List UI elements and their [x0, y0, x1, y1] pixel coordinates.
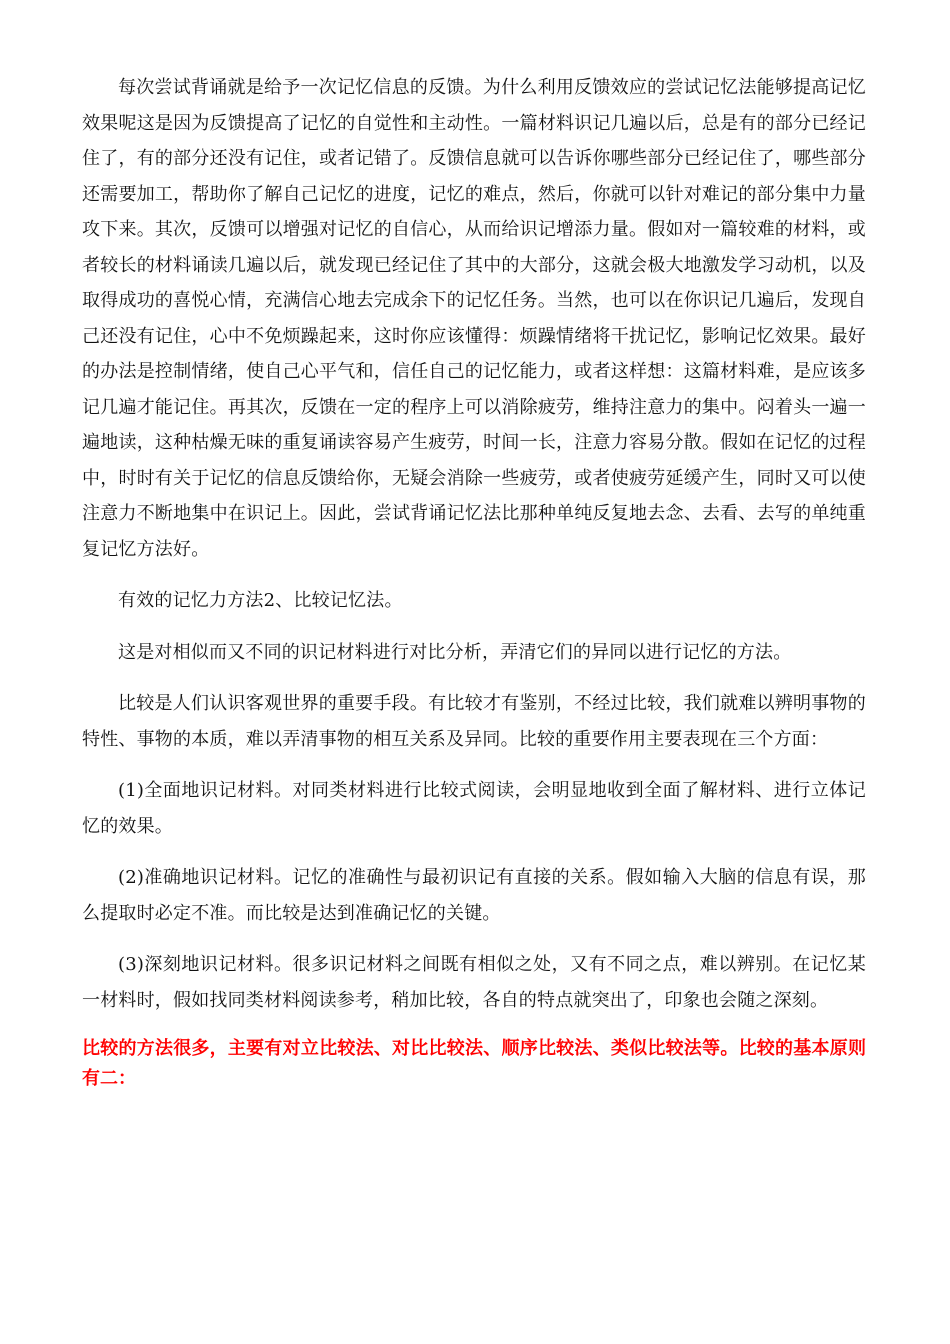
paragraph-method-2-heading: 有效的记忆力方法2、比较记忆法。 — [118, 590, 403, 611]
paragraph-gap — [82, 1018, 866, 1034]
paragraph-point-3: (3)深刻地识记材料。很多识记材料之间既有相似之处，又有不同之点，难以辨别。在记忆某一材料时，假如找同类材料阅读参考，稍加比较，各自的特点就突出了，印象也会随之深刻。 — [82, 954, 866, 1011]
paragraph-gap — [82, 670, 866, 686]
paragraph-gap — [82, 567, 866, 583]
paragraph-point-2: (2)准确地识记材料。记忆的准确性与最初识记有直接的关系。假如输入大脑的信息有误，那么提取时必定不准。而比较是达到准确记忆的关键。 — [82, 867, 866, 924]
document-body — [82, 70, 866, 1094]
paragraph-gap — [82, 844, 866, 860]
paragraph-feedback-memory: 每次尝试背诵就是给予一次记忆信息的反馈。为什么利用反馈效应的尝试记忆法能够提高记忆效果呢这是因为反馈提高了记忆的自觉性和主动性。一篇材料识记几遍以后，总是有的部分已经记住了，有的部分还没有记住，或者记错了。反馈信息就可以告诉你哪些部分已经记住了，哪些部分还需要加工，帮助你了解自己记忆的进度，记忆的难点，然后，你就可以针对难记的部分集中力量攻下来。其次，反馈可以增强对记忆的自信心，从而给识记增添力量。假如对一篇较难的材料，或者较长的材料诵读几遍以后，就发现已经记住了其中的大部分，这就会极大地激发学习动机，以及取得成功的喜悦心情，充满信心地去完成余下的记忆任务。当然，也可以在你识记几遍后，发现自己还没有记住，心中不免烦躁起来，这时你应该懂得：烦躁情绪将干扰记忆，影响记忆效果。最好的办法是控制情绪，使自己心平气和，信任自己的记忆能力，或者这样想：这篇材料难，是应该多记几遍才能记住。再其次，反馈在一定的程序上可以消除疲劳，维持注意力的集中。闷着头一遍一遍地读，这种枯燥无味的重复诵读容易产生疲劳，时间一长，注意力容易分散。假如在记忆的过程中，时时有关于记忆的信息反馈给你，无疑会消除一些疲劳，或者使疲劳延缓产生，同时又可以使注意力不断地集中在识记上。因此，尝试背诵记忆法比那种单纯反复地去念、去看、去写的单纯重复记忆方法好。 — [82, 77, 866, 560]
paragraph-method-definition: 这是对相似而又不同的识记材料进行对比分析，弄清它们的异同以进行记忆的方法。 — [118, 641, 792, 663]
paragraph-point-1: (1)全面地识记材料。对同类材料进行比较式阅读，会明显地收到全面了解材料、进行立体记忆的效果。 — [82, 780, 866, 837]
paragraph-gap — [82, 931, 866, 947]
paragraph-gap — [82, 757, 866, 773]
paragraph-gap — [82, 619, 866, 635]
paragraph-comparison-importance: 比较是人们认识客观世界的重要手段。有比较才有鉴别，不经过比较，我们就难以辨明事物的特性、事物的本质，难以弄清事物的相互关系及异同。比较的重要作用主要表现在三个方面： — [82, 693, 866, 750]
highlight-paragraph: 比较的方法很多，主要有对立比较法、对比比较法、顺序比较法、类似比较法等。比较的基本原则有二： — [82, 1038, 866, 1089]
